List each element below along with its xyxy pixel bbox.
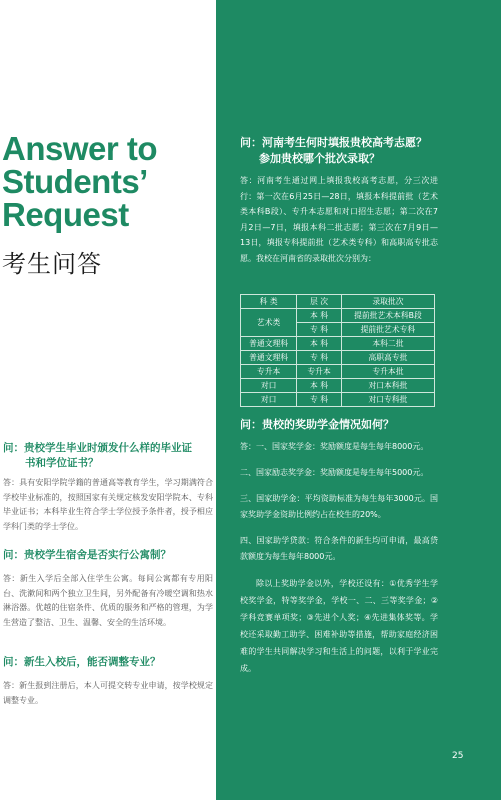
answer-application: 答：河南考生通过网上填报我校高考志愿，分三次进行：第一次在6月25日—28日，填报本科提前批（艺术类本科B段）、专升本志愿和对口招生志愿；第二次在7月2日—7日，填报本科二批志愿；第三次在7月9日—13日，填报专科提前批（艺术类专科）和高职高专批志愿。我校在河南省的录取批次分别为： bbox=[240, 176, 438, 263]
table-cell: 高职高专批 bbox=[341, 351, 434, 365]
table-row bbox=[241, 337, 435, 351]
table-cell: 专升本批 bbox=[341, 365, 434, 379]
table-header: 录取批次 bbox=[341, 295, 434, 309]
table-cell: 专 科 bbox=[297, 323, 342, 337]
title-line: Students’ bbox=[2, 163, 148, 200]
title-line: Request bbox=[2, 196, 129, 233]
answer-dormitory: 答：新生入学后全部入住学生公寓。每间公寓都有专用阳台、洗漱间和两个独立卫生间，另外配备有冷暖空调和热水淋浴器。优越的住宿条件、优质的服务和严格的管理，为学生营造了整洁、卫生、温馨、安全的生活环境。 bbox=[3, 574, 213, 627]
question-change-major: 问：新生入校后，能否调整专业？ bbox=[3, 656, 161, 668]
table-cell: 提前批艺术专科 bbox=[341, 323, 434, 337]
question-dormitory: 问：贵校学生宿舍是否实行公寓制？ bbox=[3, 549, 171, 561]
table-row bbox=[241, 393, 435, 407]
table-cell: 对口本科批 bbox=[341, 379, 434, 393]
table-cell: 本 科 bbox=[297, 309, 342, 323]
table-cell: 对口 bbox=[241, 379, 297, 393]
table-row bbox=[241, 351, 435, 365]
answer-paragraph: 四、国家助学贷款：符合条件的新生均可申请，最高贷款额度为每生每年8000元。 bbox=[240, 536, 438, 561]
answer-change-major: 答：新生报到注册后，本人可提交转专业申请，按学校规定调整专业。 bbox=[3, 681, 213, 705]
chinese-title: 考生问答 bbox=[2, 250, 102, 278]
question-diploma bbox=[3, 441, 213, 471]
table-cell: 本科二批 bbox=[341, 337, 434, 351]
answer-paragraph: 二、国家励志奖学金：奖励额度是每生每年5000元。 bbox=[240, 468, 429, 477]
table-row bbox=[241, 379, 435, 393]
question-line: 问：贵校学生毕业时颁发什么样的毕业证 bbox=[3, 442, 192, 454]
table-cell: 普通文理科 bbox=[241, 337, 297, 351]
answer-paragraph: 除以上奖助学金以外，学校还设有：①优秀学生学校奖学金，特等奖学金，学校一、二、三等奖学金；②学科竞赛单项奖；③先进个人奖；④先进集体奖等。学校还采取勤工助学、困难补助等措施，帮助家庭经济困难的学生共同解决学习和生活上的问题，以利于学业完成。 bbox=[240, 579, 438, 673]
table-cell: 专 科 bbox=[297, 351, 342, 365]
table-cell: 专升本 bbox=[241, 365, 297, 379]
table-cell: 对口专科批 bbox=[341, 393, 434, 407]
table-cell: 专 科 bbox=[297, 393, 342, 407]
admission-batch-table bbox=[240, 294, 435, 407]
english-title bbox=[2, 132, 216, 231]
table-cell: 艺术类 bbox=[241, 309, 297, 337]
table-row bbox=[241, 309, 435, 323]
table-cell: 本 科 bbox=[297, 337, 342, 351]
table-header: 层 次 bbox=[297, 295, 342, 309]
table-cell: 普通文理科 bbox=[241, 351, 297, 365]
table-cell: 提前批艺术本科B段 bbox=[341, 309, 434, 323]
answer-scholarship bbox=[240, 439, 438, 687]
table-header-row bbox=[241, 295, 435, 309]
question-line: 书和学位证书？ bbox=[25, 457, 99, 469]
table-cell: 对口 bbox=[241, 393, 297, 407]
title-line: Answer to bbox=[2, 130, 158, 167]
table-cell: 专升本 bbox=[297, 365, 342, 379]
page-number: 25 bbox=[452, 751, 464, 761]
table-row bbox=[241, 365, 435, 379]
question-line: 问：河南考生何时填报贵校高考志愿？ bbox=[240, 136, 427, 149]
answer-paragraph: 答：一、国家奖学金：奖励额度是每生每年8000元。 bbox=[240, 442, 429, 451]
answer-paragraph: 三、国家助学金：平均资助标准为每生每年3000元。国家奖助学金资助比例约占在校生的20%。 bbox=[240, 494, 438, 519]
question-line: 参加贵校哪个批次录取？ bbox=[259, 152, 380, 165]
table-cell: 本 科 bbox=[297, 379, 342, 393]
table-header: 科 类 bbox=[241, 295, 297, 309]
answer-diploma: 答：具有安阳学院学籍的普通高等教育学生，学习期满符合学校毕业标准的，按照国家有关规定核发安阳学院本、专科毕业证书；本科毕业生符合学士学位授予条件者，授予相应学科门类的学士学位。 bbox=[3, 478, 213, 531]
question-application bbox=[240, 135, 440, 167]
question-scholarship: 问：贵校的奖助学金情况如何？ bbox=[240, 418, 394, 431]
